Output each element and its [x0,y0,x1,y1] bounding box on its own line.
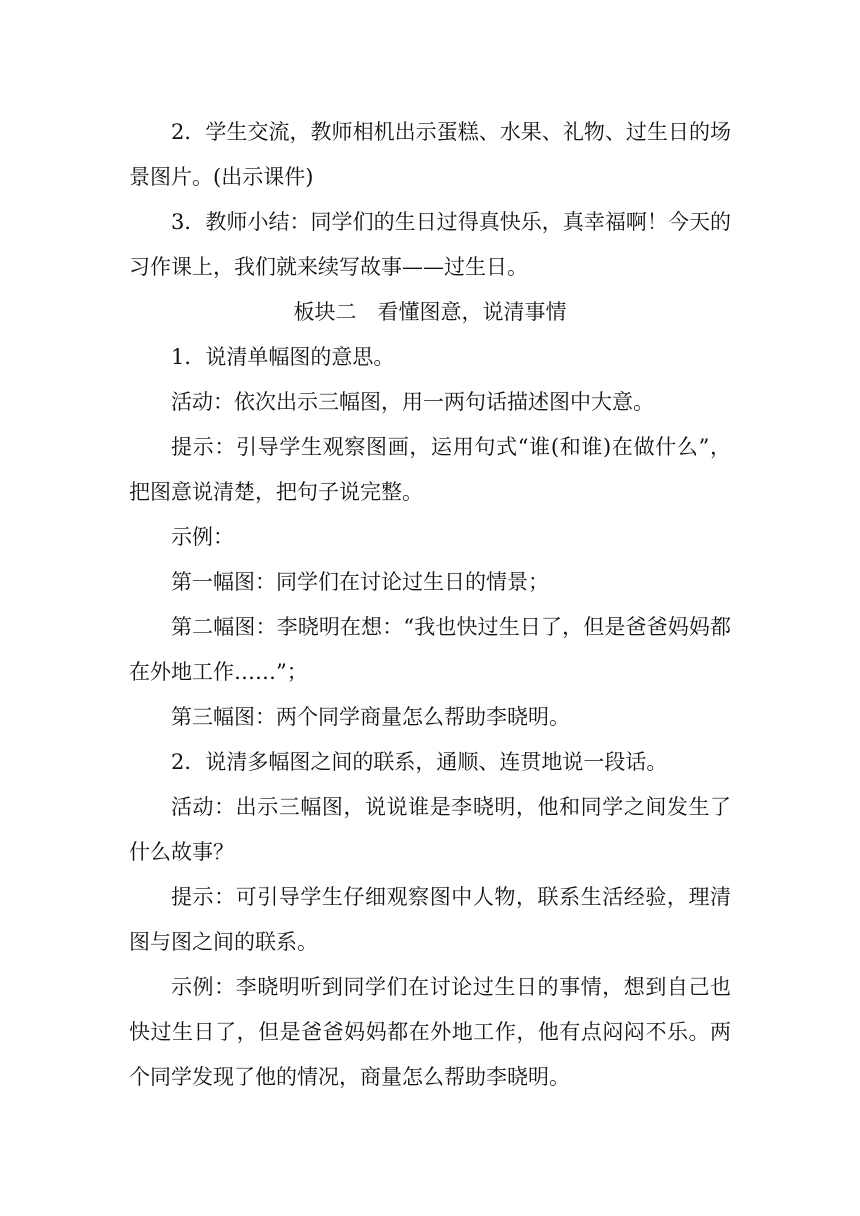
paragraph-picture-one: 第一幅图：同学们在讨论过生日的情景； [171,570,549,594]
paragraph-multi-picture: 2．说清多幅图之间的联系，通顺、连贯地说一段话。 [171,750,668,774]
section-heading-block-two: 板块二 看懂图意，说清事情 [293,300,567,324]
paragraph-activity-one: 活动：依次出示三幅图，用一两句话描述图中大意。 [171,390,654,414]
paragraph-student-exchange: 2．学生交流，教师相机出示蛋糕、水果、礼物、过生日的场景图片。(出示课件) [129,120,731,189]
paragraph-example-story: 示例：李晓明听到同学们在讨论过生日的事情，想到自己也快过生日了，但是爸爸妈妈都在外地工作，他有点闷闷不乐。两个同学发现了他的情况，商量怎么帮助李晓明。 [129,975,731,1089]
paragraph-hint-two: 提示：可引导学生仔细观察图中人物，联系生活经验，理清图与图之间的联系。 [129,885,731,954]
document-page [129,110,731,1100]
paragraph-hint-one: 提示：引导学生观察图画，运用句式“谁(和谁)在做什么”，把图意说清楚，把句子说完整。 [129,435,731,504]
paragraph-teacher-summary: 3．教师小结：同学们的生日过得真快乐，真幸福啊！今天的习作课上，我们就来续写故事——过生日。 [129,210,731,279]
paragraph-single-picture: 1．说清单幅图的意思。 [171,345,395,369]
paragraph-activity-two: 活动：出示三幅图，说说谁是李晓明，他和同学之间发生了什么故事？ [129,795,731,864]
paragraph-example-label: 示例： [171,525,234,549]
paragraph-picture-two: 第二幅图：李晓明在想：“我也快过生日了，但是爸爸妈妈都在外地工作……”； [129,615,731,684]
paragraph-picture-three: 第三幅图：两个同学商量怎么帮助李晓明。 [171,705,570,729]
